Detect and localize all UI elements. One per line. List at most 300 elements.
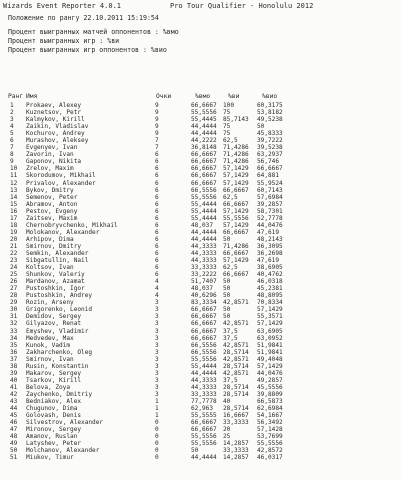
table-row [0,426,402,433]
table-row [0,440,402,447]
cell-omw: 44,4444 [191,228,217,236]
cell-gw: 71,4286 [223,242,249,250]
cell-name: Shunkov, Valeriy [26,271,85,279]
cell-points: 6 [155,165,159,173]
cell-gw: 71,4286 [223,158,249,166]
cell-rank: 17 [10,214,18,222]
cell-gw: 50 [223,306,231,314]
cell-points: 1 [155,397,159,405]
table-row [0,271,402,278]
table-row [0,144,402,151]
cell-gw: 28,5714 [223,390,249,398]
cell-omw: 44,4444 [191,369,217,377]
cell-points: 6 [155,235,159,243]
cell-points: 6 [155,214,159,222]
cell-gw: 66,6667 [223,228,249,236]
cell-name: Demidov, Sergey [26,313,82,321]
cell-points: 3 [155,376,159,384]
cell-gw: 57,1429 [223,179,249,187]
cell-rank: 24 [10,264,18,272]
cell-points: 0 [155,440,159,448]
cell-name: Gaponov, Nikita [26,158,82,166]
cell-name: Semkin, Alexander [26,249,89,257]
cell-points: 3 [155,334,159,342]
cell-points: 6 [155,228,159,236]
table-row [0,194,402,201]
standings-table [0,102,402,461]
cell-ogw: 60,3175 [257,102,283,109]
cell-ogw: 66,6667 [257,165,283,173]
cell-points: 6 [155,264,159,272]
cell-points: 3 [155,369,159,377]
cell-omw: 77,7778 [191,397,217,405]
cell-name: Tsarkov, Kirill [26,376,82,384]
cell-omw: 66,6667 [191,172,217,180]
cell-name: Zrelov, Maxim [26,165,74,173]
cell-gw: 28,5714 [223,405,249,413]
table-row [0,229,402,236]
cell-gw: 28,5714 [223,348,249,356]
cell-rank: 18 [10,221,18,229]
cell-name: Molchanov, Alexander [26,447,100,455]
cell-gw: 50 [223,292,231,300]
cell-points: 3 [155,355,159,363]
cell-omw: 83,3334 [191,299,217,307]
cell-ogw: 40,4762 [257,271,283,279]
cell-rank: 25 [10,271,18,279]
cell-ogw: 66,5873 [257,397,283,405]
cell-omw: 44,3333 [191,249,217,257]
cell-points: 3 [155,299,159,307]
cell-points: 6 [155,200,159,208]
cell-omw: 48,037 [191,221,214,229]
table-row [0,335,402,342]
cell-points: 3 [155,362,159,370]
table-row [0,123,402,130]
cell-rank: 47 [10,426,18,434]
cell-gw: 57,1429 [223,207,249,215]
cell-name: Abramov, Anton [26,200,78,208]
cell-name: Bedniakov, Alex [26,397,82,405]
cell-rank: 3 [10,116,14,124]
cell-omw: 55,5555 [191,412,217,420]
cell-omw: 62,963 [191,405,214,413]
cell-points: 6 [155,151,159,159]
cell-gw: 42,8571 [223,355,249,363]
cell-gw: 57,1429 [223,172,249,180]
cell-omw: 66,6667 [191,419,217,427]
cell-name: Molokanov, Alexander [26,228,100,236]
cell-ogw: 55,5556 [257,440,283,448]
cell-name: Kalmykov, Kirill [26,116,85,124]
cell-rank: 31 [10,313,18,321]
cell-gw: 71,4286 [223,144,249,152]
cell-name: Murashov, Aleksey [26,137,89,145]
cell-points: 3 [155,383,159,391]
cell-omw: 55,5556 [191,355,217,363]
cell-gw: 14,2857 [223,440,249,448]
event-title: Pro Tour Qualifier - Honolulu 2012 [170,2,314,10]
cell-ogw: 36,3095 [257,242,283,250]
cell-name: Mardanov, Azamat [26,278,85,286]
cell-ogw: 46,0318 [257,278,283,286]
cell-gw: 100 [223,102,235,109]
cell-gw: 62,5 [223,193,238,201]
cell-gw: 37,5 [223,376,238,384]
table-row [0,257,402,264]
cell-name: Zakharchenko, Oleg [26,348,93,356]
table-row [0,165,402,172]
table-row [0,363,402,370]
table-row [0,137,402,144]
cell-omw: 44,4444 [191,454,217,462]
cell-points: 6 [155,172,159,180]
legend-omw: Процент выигранных матчей оппонентов : %вмо [8,28,179,36]
table-row [0,349,402,356]
cell-omw: 55,4444 [191,214,217,222]
table-row [0,130,402,137]
table-row [0,433,402,440]
cell-rank: 6 [10,137,14,145]
cell-omw: 44,3333 [191,242,217,250]
cell-ogw: 39,8809 [257,390,283,398]
cell-points: 3 [155,390,159,398]
cell-rank: 13 [10,186,18,194]
cell-gw: 71,4286 [223,151,249,159]
cell-rank: 49 [10,440,18,448]
cell-rank: 35 [10,341,18,349]
cell-rank: 23 [10,257,18,265]
cell-gw: 40 [223,397,231,405]
cell-rank: 37 [10,355,18,363]
cell-ogw: 64,881 [257,172,280,180]
column-header-ogw: %вио [262,93,278,100]
cell-name: Emyshev, Vladimir [26,327,89,335]
cell-omw: 33,2222 [191,271,217,279]
cell-omw: 50 [191,447,199,455]
cell-omw: 40,6296 [191,292,217,300]
cell-name: Rusin, Konstantin [26,362,89,370]
cell-points: 3 [155,306,159,314]
cell-ogw: 48,8095 [257,292,283,300]
cell-name: Chernobryvchenko, Mikhail [26,221,118,229]
cell-rank: 48 [10,433,18,441]
cell-points: 6 [155,193,159,201]
cell-points: 6 [155,179,159,187]
cell-gw: 75 [223,109,231,117]
cell-gw: 25 [223,433,231,441]
cell-rank: 15 [10,200,18,208]
cell-rank: 11 [10,172,18,180]
cell-name: Latyshev, Peter [26,440,82,448]
cell-ogw: 56,746 [257,158,280,166]
cell-points: 9 [155,109,159,117]
cell-ogw: 57,6984 [257,193,283,201]
cell-gw: 20 [223,426,231,434]
cell-ogw: 47,619 [257,257,280,265]
table-row [0,342,402,349]
cell-gw: 50 [223,313,231,321]
cell-gw: 33,3333 [223,419,249,427]
cell-points: 1 [155,412,159,420]
cell-points: 4 [155,285,159,293]
cell-omw: 55,4445 [191,116,217,124]
table-row [0,299,402,306]
cell-gw: 28,5714 [223,383,249,391]
cell-omw: 66,5556 [191,341,217,349]
table-row [0,285,402,292]
standings-line: Положение по рангу 22.10.2011 15:19:54 [8,14,159,22]
cell-ogw: 47,619 [257,228,280,236]
cell-omw: 44,4444 [191,235,217,243]
cell-name: Miukov, Timur [26,454,74,462]
cell-points: 6 [155,242,159,250]
cell-omw: 51,7407 [191,278,217,286]
cell-omw: 44,4444 [191,130,217,138]
cell-points: 3 [155,313,159,321]
cell-name: Kunok, Vadim [26,341,71,349]
table-row [0,208,402,215]
table-row [0,172,402,179]
cell-omw: 66,6667 [191,327,217,335]
cell-ogw: 70,8334 [257,299,283,307]
cell-name: Skorodumov, Mikhail [26,172,96,180]
cell-ogw: 49,5238 [257,116,283,124]
table-row [0,151,402,158]
table-row [0,201,402,208]
cell-omw: 66,5556 [191,186,217,194]
cell-omw: 44,2222 [191,137,217,145]
table-row [0,116,402,123]
cell-points: 3 [155,348,159,356]
cell-rank: 40 [10,376,18,384]
cell-gw: 50 [223,285,231,293]
cell-omw: 44,3333 [191,257,217,265]
cell-omw: 66,6667 [191,426,217,434]
cell-gw: 37,5 [223,334,238,342]
cell-rank: 9 [10,158,14,166]
cell-gw: 14,2857 [223,454,249,462]
cell-name: Grigorenko, Leonid [26,306,93,314]
cell-points: 7 [155,144,159,152]
cell-points: 6 [155,221,159,229]
cell-omw: 55,5556 [191,193,217,201]
cell-name: Amanov, Ruslan [26,433,78,441]
table-row [0,222,402,229]
cell-points: 0 [155,419,159,427]
cell-points: 6 [155,158,159,166]
cell-rank: 45 [10,412,18,420]
table-row [0,377,402,384]
cell-name: Smirnov, Ivan [26,355,74,363]
column-header-gw: %ви [228,93,240,100]
cell-ogw: 44,0476 [257,221,283,229]
table-row [0,356,402,363]
cell-rank: 51 [10,454,18,462]
cell-name: Makarov, Sergey [26,369,82,377]
cell-points: 0 [155,447,159,455]
cell-name: Sibgatullin, Nail [26,257,89,265]
table-row [0,264,402,271]
table-row [0,328,402,335]
cell-ogw: 39,5238 [257,144,283,152]
cell-omw: 44,4444 [191,123,217,131]
cell-gw: 42,8571 [223,299,249,307]
table-row [0,236,402,243]
cell-ogw: 53,8182 [257,109,283,117]
cell-rank: 5 [10,130,14,138]
cell-rank: 43 [10,397,18,405]
cell-gw: 66,6667 [223,249,249,257]
table-row [0,391,402,398]
table-row [0,243,402,250]
cell-ogw: 52,7778 [257,214,283,222]
cell-rank: 44 [10,405,18,413]
cell-ogw: 51,9841 [257,348,283,356]
table-row [0,109,402,116]
cell-ogw: 53,7699 [257,433,283,441]
cell-gw: 16,6667 [223,412,249,420]
cell-name: Smirnov, Dmitry [26,242,82,250]
table-row [0,412,402,419]
cell-rank: 33 [10,327,18,335]
cell-gw: 62,5 [223,264,238,272]
cell-gw: 57,1429 [223,257,249,265]
cell-omw: 66,5556 [191,348,217,356]
cell-points: 9 [155,130,159,138]
cell-omw: 66,6667 [191,179,217,187]
cell-ogw: 54,1667 [257,412,283,420]
cell-omw: 66,6667 [191,102,217,109]
cell-ogw: 57,1429 [257,306,283,314]
cell-points: 6 [155,257,159,265]
cell-name: Privalov, Alexander [26,179,96,187]
cell-omw: 44,3333 [191,383,217,391]
cell-gw: 33,3333 [223,447,249,455]
cell-points: 0 [155,454,159,462]
cell-rank: 30 [10,306,18,314]
cell-omw: 55,4444 [191,362,217,370]
table-row [0,370,402,377]
column-header-rank: Ранг [8,93,24,100]
cell-name: Pustoshkin, Andrey [26,292,93,300]
cell-name: Golovash, Denis [26,412,82,420]
cell-rank: 28 [10,292,18,300]
cell-ogw: 63,0952 [257,334,283,342]
table-row [0,158,402,165]
cell-name: Mironov, Sergey [26,426,82,434]
cell-gw: 66,6667 [223,271,249,279]
cell-ogw: 63,2937 [257,151,283,159]
cell-ogw: 63,6905 [257,327,283,335]
cell-ogw: 39,7222 [257,137,283,145]
cell-gw: 66,6667 [223,200,249,208]
cell-ogw: 60,7143 [257,186,283,194]
cell-omw: 36,8148 [191,144,217,152]
cell-ogw: 57,1428 [257,426,283,434]
cell-rank: 7 [10,144,14,152]
cell-rank: 14 [10,193,18,201]
cell-points: 9 [155,102,159,109]
table-row [0,398,402,405]
cell-ogw: 48,2143 [257,235,283,243]
cell-name: Kuznetsov, Petr [26,109,82,117]
cell-name: Pustoshkin, Igor [26,285,85,293]
cell-name: Bykov, Dmitry [26,186,74,194]
column-header-omw: %вмо [195,93,211,100]
cell-ogw: 39,2857 [257,200,283,208]
cell-rank: 27 [10,285,18,293]
cell-name: Arhipov, Dima [26,235,74,243]
cell-ogw: 55,3571 [257,313,283,321]
table-row [0,419,402,426]
table-row [0,102,402,109]
cell-rank: 1 [10,102,14,109]
cell-omw: 55,4444 [191,200,217,208]
column-header-points: Очки [156,93,172,100]
table-row [0,278,402,285]
cell-omw: 66,6667 [191,151,217,159]
cell-omw: 33,3333 [191,264,217,272]
table-row [0,292,402,299]
cell-omw: 66,6667 [191,158,217,166]
cell-rank: 38 [10,362,18,370]
table-row [0,306,402,313]
legend-ogw: Процент выигранных игр оппонентов : %вио [8,46,167,54]
cell-name: Silvestrov, Alexander [26,419,104,427]
cell-rank: 36 [10,348,18,356]
cell-points: 9 [155,123,159,131]
cell-rank: 16 [10,207,18,215]
cell-name: Zaikin, Vladislav [26,123,89,131]
cell-name: Rozin, Arseny [26,299,74,307]
cell-omw: 66,6667 [191,320,217,328]
cell-name: Koltsov, Ivan [26,264,74,272]
cell-rank: 2 [10,109,14,117]
table-row [0,250,402,257]
cell-name: Pestov, Evgeny [26,207,78,215]
cell-name: Semenov, Peter [26,193,78,201]
cell-gw: 50 [223,235,231,243]
cell-points: 3 [155,341,159,349]
cell-ogw: 57,1429 [257,320,283,328]
cell-points: 9 [155,116,159,124]
cell-omw: 66,6667 [191,165,217,173]
cell-ogw: 58,7301 [257,207,283,215]
cell-gw: 37,5 [223,327,238,335]
cell-points: 0 [155,426,159,434]
cell-rank: 34 [10,334,18,342]
cell-rank: 32 [10,320,18,328]
app-title: Wizards Event Reporter 4.0.1 [3,2,122,10]
cell-rank: 22 [10,249,18,257]
cell-rank: 10 [10,165,18,173]
cell-rank: 19 [10,228,18,236]
cell-gw: 28,5714 [223,362,249,370]
cell-rank: 41 [10,383,18,391]
cell-omw: 48,037 [191,285,214,293]
cell-points: 3 [155,327,159,335]
cell-omw: 55,5556 [191,433,217,441]
table-row [0,405,402,412]
cell-rank: 50 [10,447,18,455]
cell-ogw: 36,2698 [257,249,283,257]
table-row [0,454,402,461]
column-header-name: Имя [26,93,38,100]
cell-gw: 42,8571 [223,341,249,349]
cell-gw: 42,8571 [223,369,249,377]
cell-name: Gilyazov, Renat [26,320,82,328]
